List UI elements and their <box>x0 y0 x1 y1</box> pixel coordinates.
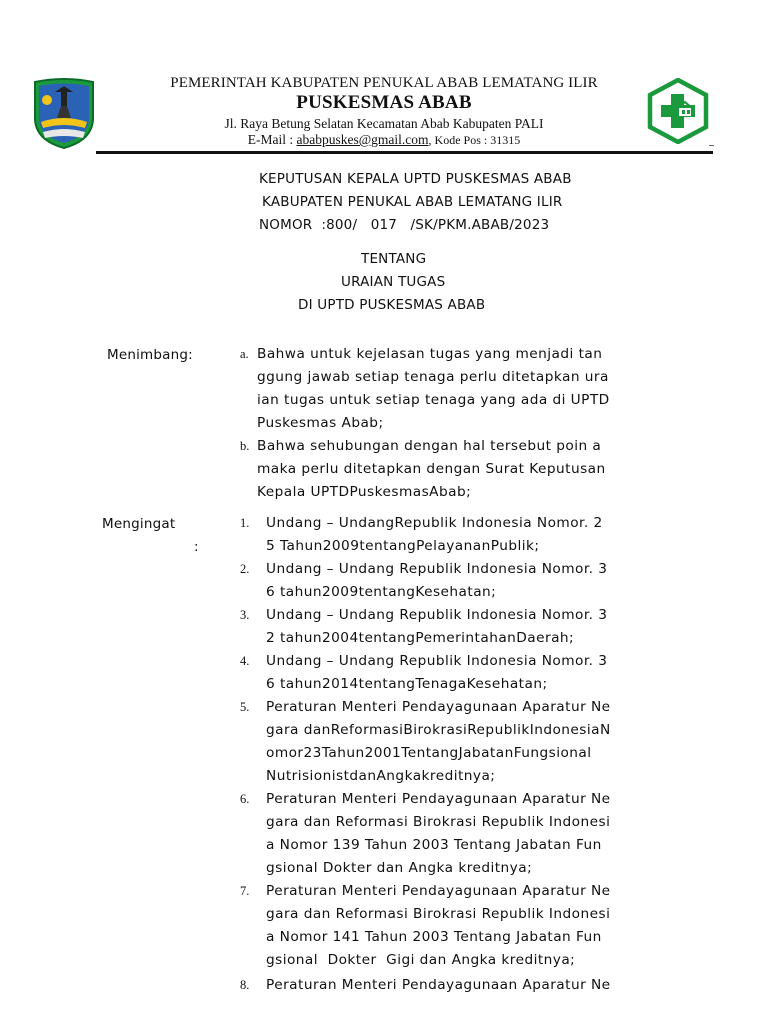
list-line: gara dan Reformasi Birokrasi Republik Indonesi <box>266 814 611 830</box>
list-line: gara danReformasiBirokrasiRepublikIndonesiaN <box>266 722 611 738</box>
list-line: 6 tahun2009tentangKesehatan; <box>266 584 497 600</box>
puskesmas-logo-icon <box>645 78 711 144</box>
email-link[interactable]: ababpuskes@gmail.com <box>296 132 429 147</box>
list-marker: b. <box>240 439 250 453</box>
list-line: Bahwa sehubungan dengan hal tersebut poin a <box>257 438 602 454</box>
list-marker: 5. <box>240 700 250 714</box>
list-line: gara dan Reformasi Birokrasi Republik Indonesi <box>266 906 611 922</box>
government-line: PEMERINTAH KABUPATEN PENUKAL ABAB LEMATANG ILIR <box>170 75 598 91</box>
list-marker: a. <box>240 347 249 361</box>
mengingat-colon: : <box>194 539 199 555</box>
decree-title-line1: KEPUTUSAN KEPALA UPTD PUSKESMAS ABAB <box>259 171 572 187</box>
list-marker: 7. <box>240 884 250 898</box>
list-line: Undang – Undang Republik Indonesia Nomor. 3 <box>266 561 608 577</box>
list-line: Peraturan Menteri Pendayagunaan Aparatur Ne <box>266 699 611 715</box>
list-line: Peraturan Menteri Pendayagunaan Aparatur Ne <box>266 977 611 993</box>
list-line: maka perlu ditetapkan dengan Surat Keputusan <box>257 461 606 477</box>
list-line: a Nomor 141 Tahun 2003 Tentang Jabatan Fun <box>266 929 602 945</box>
list-line: Kepala UPTDPuskesmasAbab; <box>257 484 472 500</box>
list-line: 5 Tahun2009tentangPelayananPublik; <box>266 538 540 554</box>
list-line: 2 tahun2004tentangPemerintahanDaerah; <box>266 630 575 646</box>
email-label: E-Mail : <box>247 132 297 147</box>
decree-number: NOMOR :800/ 017 /SK/PKM.ABAB/2023 <box>259 217 550 233</box>
list-line: NutrisionistdanAngkakreditnya; <box>266 768 496 784</box>
list-line: Puskesmas Abab; <box>257 415 384 431</box>
list-marker: 6. <box>240 792 250 806</box>
header-rule <box>96 151 713 154</box>
puskesmas-logo <box>645 78 711 144</box>
mengingat-label: Mengingat <box>102 516 176 532</box>
subject-heading: TENTANG <box>361 251 427 267</box>
list-line: gsional Dokter dan Angka kreditnya; <box>266 860 533 876</box>
list-marker: 1. <box>240 516 250 530</box>
institution-name: PUSKESMAS ABAB <box>296 92 472 113</box>
list-marker: 8. <box>240 978 250 992</box>
list-line: gsional Dokter Gigi dan Angka kreditnya; <box>266 952 576 968</box>
list-line: 6 tahun2014tentangTenagaKesehatan; <box>266 676 548 692</box>
postal-code: , Kode Pos : 31315 <box>428 133 521 147</box>
list-line: Undang – Undang Republik Indonesia Nomor. 3 <box>266 607 608 623</box>
institution-address: Jl. Raya Betung Selatan Kecamatan Abab Kabupaten PALI <box>224 116 544 131</box>
subject-line2: DI UPTD PUSKESMAS ABAB <box>298 297 486 313</box>
list-line: Peraturan Menteri Pendayagunaan Aparatur Ne <box>266 883 611 899</box>
list-marker: 4. <box>240 654 250 668</box>
list-line: ggung jawab setiap tenaga perlu ditetapkan ura <box>257 369 609 385</box>
subject-line1: URAIAN TUGAS <box>341 274 446 290</box>
list-marker: 3. <box>240 608 250 622</box>
list-line: Peraturan Menteri Pendayagunaan Aparatur Ne <box>266 791 611 807</box>
list-line: Undang – Undang Republik Indonesia Nomor. 3 <box>266 653 608 669</box>
header-rule-thin <box>709 145 714 146</box>
list-line: Bahwa untuk kejelasan tugas yang menjadi tan <box>257 346 603 362</box>
decree-title-line2: KABUPATEN PENUKAL ABAB LEMATANG ILIR <box>262 194 563 210</box>
list-marker: 2. <box>240 562 250 576</box>
menimbang-label: Menimbang: <box>107 347 193 363</box>
list-line: ian tugas untuk setiap tenaga yang ada di UPTD <box>257 392 610 408</box>
list-line: a Nomor 139 Tahun 2003 Tentang Jabatan Fun <box>266 837 602 853</box>
list-line: Undang – UndangRepublik Indonesia Nomor. 2 <box>266 515 603 531</box>
list-line: omor23Tahun2001TentangJabatanFungsional <box>266 745 592 761</box>
